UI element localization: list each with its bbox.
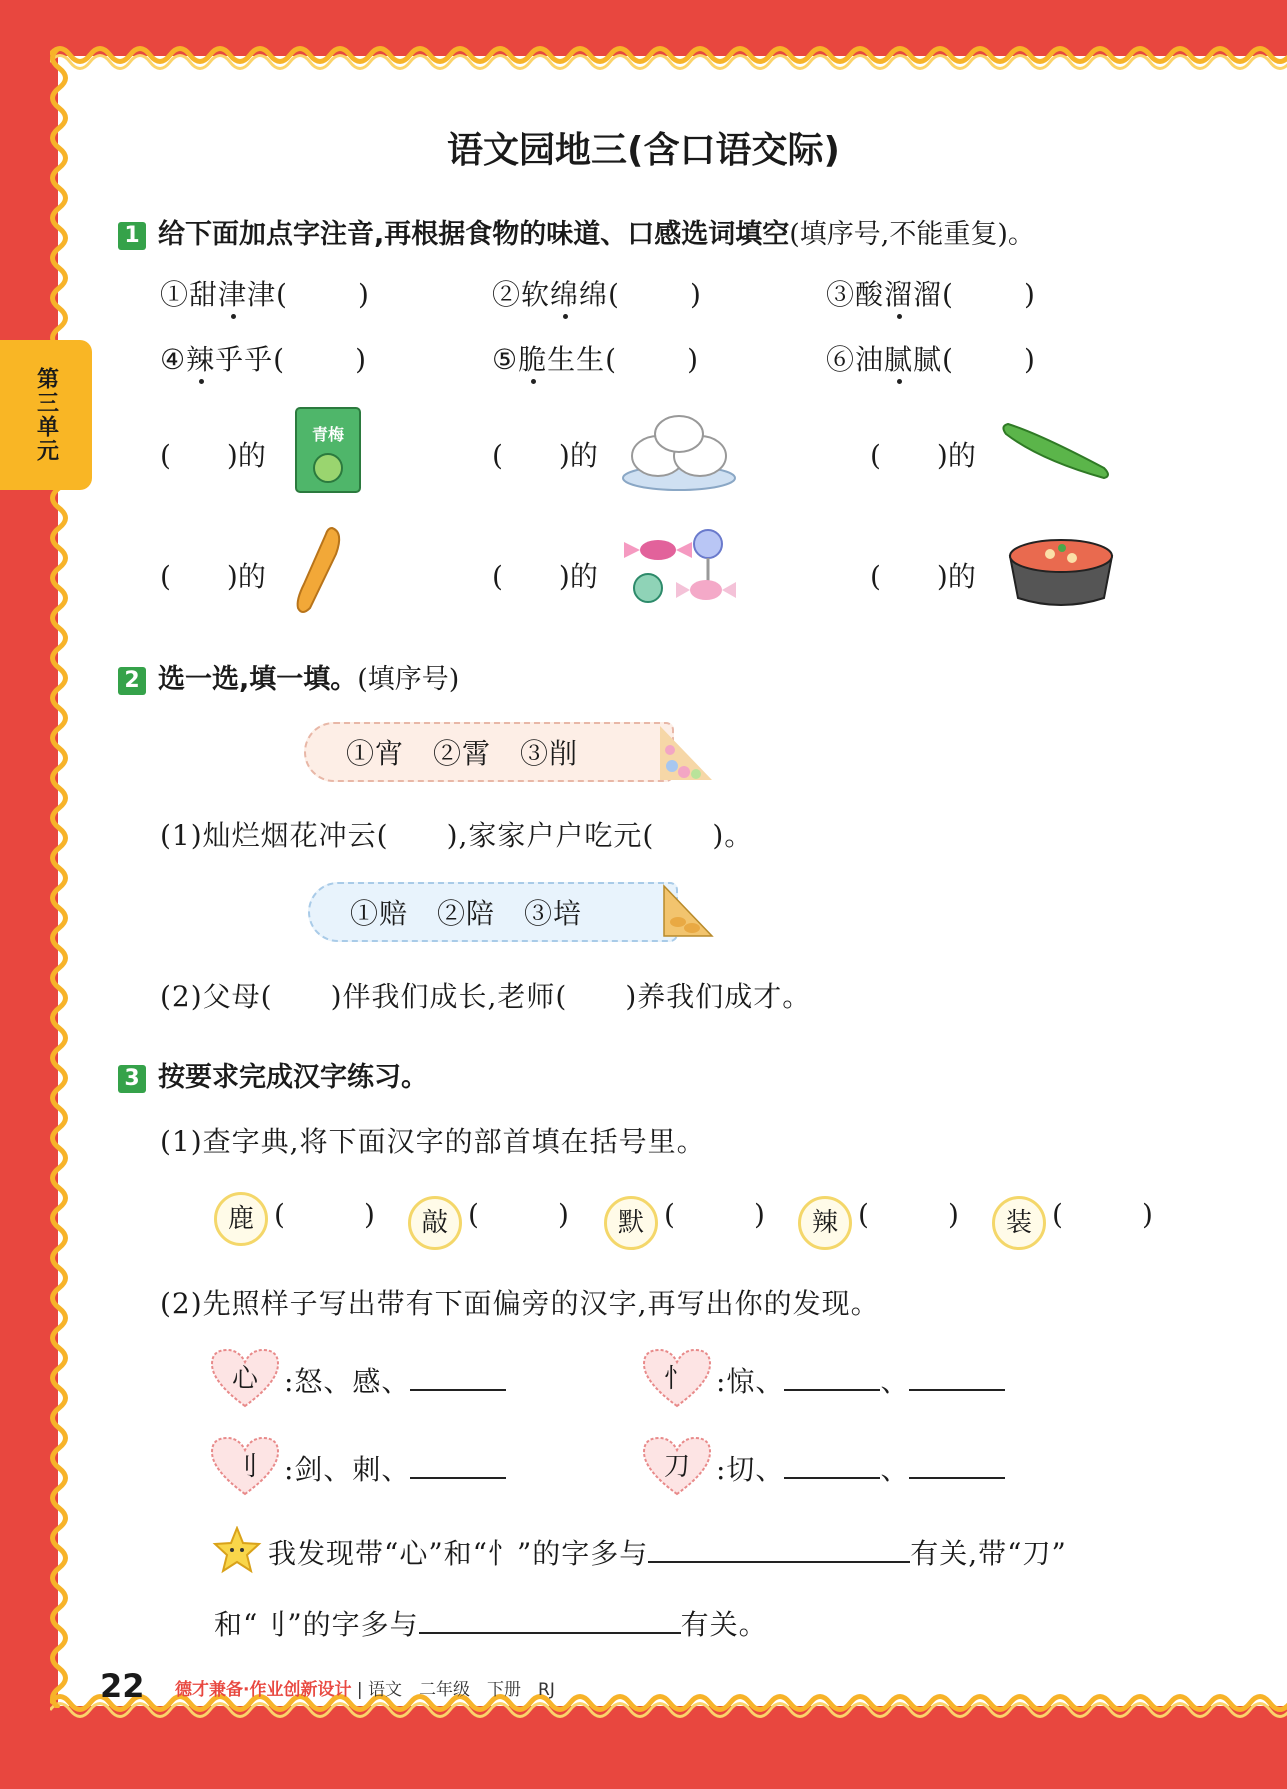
page-number: 22 — [100, 1667, 145, 1705]
radical-4-line: :切、 、 — [716, 1448, 1005, 1488]
q2-sentence-1: (1)灿烂烟花冲云( ),家家户户吃元( )。 — [160, 819, 754, 852]
food-blank-1: ( )的 — [160, 439, 266, 472]
q3-part1: (1)查字典,将下面汉字的部首填在括号里。 — [160, 1125, 706, 1158]
word-6: ⑥油腻腻( ) — [826, 338, 1036, 378]
fried-dough-stick-icon — [292, 524, 348, 616]
page-title: 语文园地三(含口语交际) — [447, 130, 840, 171]
char-circle-3: 默 — [604, 1196, 658, 1250]
radical-3: 刂 — [231, 1452, 258, 1482]
sweet-dumplings-icon — [656, 722, 716, 784]
radical-3-line: :剑、刺、 — [284, 1448, 506, 1488]
char-blank-2: ( ) — [468, 1198, 570, 1231]
word-choice-box-2: ①赔 ②陪 ③培 — [308, 882, 678, 942]
q1-note: (填序号,不能重复)。 — [789, 219, 1035, 250]
steamed-buns-icon — [620, 408, 738, 492]
char-blank-3: ( ) — [664, 1198, 766, 1231]
unit-tab-label: 第三单元 — [33, 367, 59, 463]
cucumber-icon — [1000, 414, 1116, 484]
q2-heading — [118, 657, 459, 696]
word-5: ⑤脆生生( ) — [492, 338, 699, 378]
footer-info — [175, 1675, 555, 1700]
char-blank-5: ( ) — [1052, 1198, 1154, 1231]
word-1: ①甜津津( ) — [160, 273, 370, 313]
q3-heading — [118, 1055, 428, 1094]
top-wave-border — [50, 40, 1287, 70]
green-plum-snack-icon — [292, 404, 364, 496]
cookies-icon — [660, 882, 716, 942]
food-blank-3: ( )的 — [870, 439, 976, 472]
char-blank-4: ( ) — [858, 1198, 960, 1231]
hot-pot-icon — [1000, 526, 1122, 612]
footer-brand: 德才兼备·作业创新设计 — [175, 1680, 352, 1700]
q2-note: (填序号) — [357, 664, 460, 695]
radical-1-line: :怒、感、 — [284, 1360, 506, 1400]
food-blank-6: ( )的 — [870, 560, 976, 593]
char-circle-4: 辣 — [798, 1196, 852, 1250]
q1-number: 1 — [118, 222, 146, 250]
snack-label: 青梅 — [311, 425, 345, 444]
radical-4: 刀 — [663, 1452, 690, 1482]
q3-part2: (2)先照样子写出带有下面偏旁的汉字,再写出你的发现。 — [160, 1287, 880, 1320]
food-blank-4: ( )的 — [160, 560, 266, 593]
candy-icon — [618, 526, 740, 608]
radical-2: 忄 — [663, 1364, 690, 1394]
radical-1: 心 — [231, 1364, 258, 1394]
q2-instruction: 选一选,填一填。 — [158, 664, 358, 695]
unit-tab — [0, 340, 92, 490]
word-4: ④辣乎乎( ) — [160, 338, 367, 378]
food-blank-2: ( )的 — [492, 439, 598, 472]
footer-book: | 语文 二年级 下册 RJ — [356, 1680, 555, 1700]
finding-line-2: 和“刂”的字多与 有关。 — [214, 1608, 768, 1641]
q1-heading — [118, 212, 1035, 251]
q1-instruction: 给下面加点字注音,再根据食物的味道、口感选词填空 — [158, 219, 790, 250]
star-icon — [212, 1526, 262, 1574]
radical-2-line: :惊、 、 — [716, 1360, 1005, 1400]
char-circle-1: 鹿 — [214, 1192, 268, 1246]
q3-instruction: 按要求完成汉字练习。 — [158, 1062, 428, 1093]
q2-sentence-2: (2)父母( )伴我们成长,老师( )养我们成才。 — [160, 980, 812, 1013]
finding-line-1: 我发现带“心”和“忄”的字多与 有关,带“刀” — [268, 1537, 1067, 1570]
food-blank-5: ( )的 — [492, 560, 598, 593]
char-circle-5: 装 — [992, 1196, 1046, 1250]
word-3: ③酸溜溜( ) — [826, 273, 1036, 313]
word-2: ②软绵绵( ) — [492, 273, 702, 313]
word-choice-box-1: ①宵 ②霄 ③削 — [304, 722, 674, 782]
q2-number: 2 — [118, 667, 146, 695]
char-blank-1: ( ) — [274, 1198, 376, 1231]
char-circle-2: 敲 — [408, 1196, 462, 1250]
q3-number: 3 — [118, 1065, 146, 1093]
left-wave-border — [44, 48, 74, 1708]
